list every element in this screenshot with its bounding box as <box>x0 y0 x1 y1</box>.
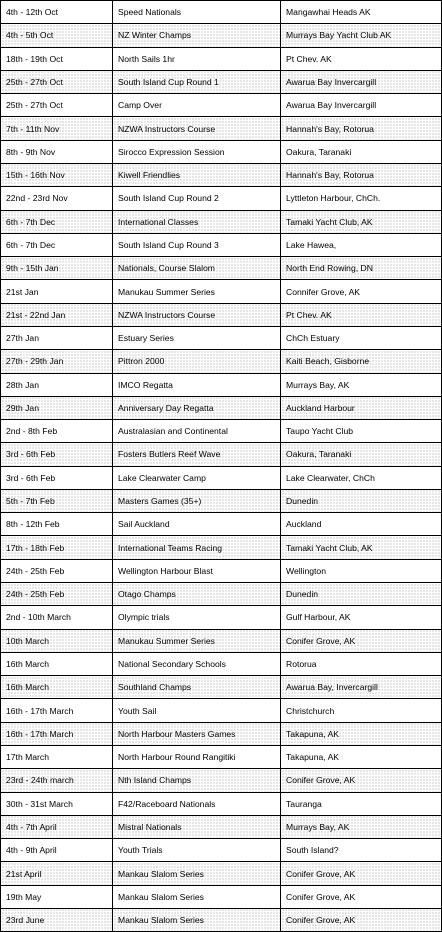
event-name-cell: Nth Island Champs <box>113 769 281 792</box>
event-date-cell: 22nd - 23rd Nov <box>1 187 113 210</box>
event-venue-cell: Conifer Grove, AK <box>281 629 442 652</box>
event-venue-cell: South Island? <box>281 839 442 862</box>
table-row <box>1 210 442 233</box>
event-venue-cell: Tamaki Yacht Club, AK <box>281 536 442 559</box>
event-venue-cell: Conifer Grove, AK <box>281 862 442 885</box>
event-name-cell: Youth Sail <box>113 699 281 722</box>
event-date-cell: 3rd - 6th Feb <box>1 466 113 489</box>
event-name-cell: Manukau Summer Series <box>113 629 281 652</box>
table-row <box>1 792 442 815</box>
table-row <box>1 396 442 419</box>
event-venue-cell: Dunedin <box>281 583 442 606</box>
event-venue-cell: Auckland Harbour <box>281 396 442 419</box>
event-date-cell: 28th Jan <box>1 373 113 396</box>
event-name-cell: Otago Champs <box>113 583 281 606</box>
event-venue-cell: Murrays Bay Yacht Club AK <box>281 24 442 47</box>
event-venue-cell: Wellington <box>281 559 442 582</box>
event-venue-cell: Lyttleton Harbour, ChCh. <box>281 187 442 210</box>
table-row <box>1 839 442 862</box>
table-row <box>1 326 442 349</box>
table-row <box>1 908 442 931</box>
table-row <box>1 583 442 606</box>
table-row <box>1 443 442 466</box>
table-row <box>1 559 442 582</box>
event-venue-cell: Auckland <box>281 513 442 536</box>
event-name-cell: Speed Nationals <box>113 1 281 24</box>
event-name-cell: Youth Trials <box>113 839 281 862</box>
event-date-cell: 5th - 7th Feb <box>1 489 113 512</box>
event-name-cell: North Harbour Masters Games <box>113 722 281 745</box>
event-date-cell: 17th March <box>1 746 113 769</box>
event-venue-cell: Conifer Grove, AK <box>281 769 442 792</box>
event-date-cell: 25th - 27th Oct <box>1 94 113 117</box>
event-name-cell: South Island Cup Round 3 <box>113 233 281 256</box>
event-venue-cell: Awarua Bay Invercargill <box>281 70 442 93</box>
event-name-cell: National Secondary Schools <box>113 652 281 675</box>
event-date-cell: 16th - 17th March <box>1 699 113 722</box>
event-name-cell: Estuary Series <box>113 326 281 349</box>
event-venue-cell: Murrays Bay, AK <box>281 373 442 396</box>
table-row <box>1 280 442 303</box>
event-date-cell: 15th - 16th Nov <box>1 163 113 186</box>
table-row <box>1 513 442 536</box>
table-row <box>1 699 442 722</box>
table-row <box>1 676 442 699</box>
table-row <box>1 862 442 885</box>
event-venue-cell: Rotorua <box>281 652 442 675</box>
event-name-cell: Masters Games (35+) <box>113 489 281 512</box>
event-venue-cell: Conifer Grove, AK <box>281 885 442 908</box>
event-venue-cell: Mangawhai Heads AK <box>281 1 442 24</box>
event-date-cell: 7th - 11th Nov <box>1 117 113 140</box>
event-date-cell: 2nd - 10th March <box>1 606 113 629</box>
event-name-cell: Mankau Slalom Series <box>113 908 281 931</box>
table-row <box>1 536 442 559</box>
event-date-cell: 27th Jan <box>1 326 113 349</box>
event-date-cell: 4th - 7th April <box>1 815 113 838</box>
table-row <box>1 187 442 210</box>
event-venue-cell: North End Rowing, DN <box>281 257 442 280</box>
table-row <box>1 746 442 769</box>
event-date-cell: 23rd - 24th march <box>1 769 113 792</box>
event-name-cell: Wellington Harbour Blast <box>113 559 281 582</box>
table-row <box>1 140 442 163</box>
table-row <box>1 652 442 675</box>
event-name-cell: NZWA Instructors Course <box>113 117 281 140</box>
event-date-cell: 24th - 25th Feb <box>1 583 113 606</box>
event-date-cell: 18th - 19th Oct <box>1 47 113 70</box>
table-row <box>1 420 442 443</box>
event-venue-cell: Lake Clearwater, ChCh <box>281 466 442 489</box>
event-date-cell: 23rd June <box>1 908 113 931</box>
event-venue-cell: Pt Chev. AK <box>281 303 442 326</box>
event-venue-cell: Pt Chev. AK <box>281 47 442 70</box>
event-venue-cell: Taupo Yacht Club <box>281 420 442 443</box>
event-name-cell: Sail Auckland <box>113 513 281 536</box>
event-date-cell: 24th - 25th Feb <box>1 559 113 582</box>
event-name-cell: IMCO Regatta <box>113 373 281 396</box>
table-row <box>1 1 442 24</box>
event-date-cell: 2nd - 8th Feb <box>1 420 113 443</box>
event-venue-cell: ChCh Estuary <box>281 326 442 349</box>
table-row <box>1 94 442 117</box>
table-row <box>1 117 442 140</box>
event-name-cell: Pittron 2000 <box>113 350 281 373</box>
event-name-cell: Lake Clearwater Camp <box>113 466 281 489</box>
table-row <box>1 233 442 256</box>
event-venue-cell: Takapuna, AK <box>281 722 442 745</box>
table-row <box>1 885 442 908</box>
table-row <box>1 629 442 652</box>
event-venue-cell: Conifer Grove, AK <box>281 908 442 931</box>
event-date-cell: 4th - 12th Oct <box>1 1 113 24</box>
event-venue-cell: Dunedin <box>281 489 442 512</box>
event-venue-cell: Kaiti Beach, Gisborne <box>281 350 442 373</box>
event-date-cell: 10th March <box>1 629 113 652</box>
event-name-cell: South Island Cup Round 2 <box>113 187 281 210</box>
event-venue-cell: Hannah's Bay, Rotorua <box>281 163 442 186</box>
event-name-cell: Camp Over <box>113 94 281 117</box>
event-date-cell: 6th - 7th Dec <box>1 233 113 256</box>
event-venue-cell: Awarua Bay, Invercargill <box>281 676 442 699</box>
event-date-cell: 21st April <box>1 862 113 885</box>
event-venue-cell: Oakura, Taranaki <box>281 443 442 466</box>
events-table-body <box>1 1 442 932</box>
event-date-cell: 16th March <box>1 652 113 675</box>
table-row <box>1 350 442 373</box>
event-name-cell: North Harbour Round Rangitiki <box>113 746 281 769</box>
event-name-cell: NZ Winter Champs <box>113 24 281 47</box>
event-venue-cell: Lake Hawea, <box>281 233 442 256</box>
table-row <box>1 815 442 838</box>
event-name-cell: Sirocco Expression Session <box>113 140 281 163</box>
event-venue-cell: Tauranga <box>281 792 442 815</box>
event-date-cell: 9th - 15th Jan <box>1 257 113 280</box>
event-name-cell: Mankau Slalom Series <box>113 862 281 885</box>
table-row <box>1 722 442 745</box>
event-date-cell: 21st Jan <box>1 280 113 303</box>
event-name-cell: Fosters Butlers Reef Wave <box>113 443 281 466</box>
table-row <box>1 163 442 186</box>
table-row <box>1 303 442 326</box>
event-date-cell: 4th - 9th April <box>1 839 113 862</box>
event-venue-cell: Oakura, Taranaki <box>281 140 442 163</box>
event-date-cell: 8th - 9th Nov <box>1 140 113 163</box>
event-venue-cell: Connifer Grove, AK <box>281 280 442 303</box>
table-row <box>1 466 442 489</box>
table-row <box>1 769 442 792</box>
event-name-cell: NZWA Instructors Course <box>113 303 281 326</box>
table-row <box>1 373 442 396</box>
event-date-cell: 21st - 22nd Jan <box>1 303 113 326</box>
event-venue-cell: Gulf Harbour, AK <box>281 606 442 629</box>
event-name-cell: South Island Cup Round 1 <box>113 70 281 93</box>
event-name-cell: Nationals, Course Slalom <box>113 257 281 280</box>
event-name-cell: International Teams Racing <box>113 536 281 559</box>
event-date-cell: 19th May <box>1 885 113 908</box>
event-date-cell: 27th - 29th Jan <box>1 350 113 373</box>
event-date-cell: 17th - 18th Feb <box>1 536 113 559</box>
event-name-cell: Mistral Nationals <box>113 815 281 838</box>
table-row <box>1 489 442 512</box>
event-name-cell: International Classes <box>113 210 281 233</box>
event-date-cell: 4th - 5th Oct <box>1 24 113 47</box>
table-row <box>1 606 442 629</box>
event-venue-cell: Tamaki Yacht Club, AK <box>281 210 442 233</box>
event-venue-cell: Murrays Bay, AK <box>281 815 442 838</box>
event-date-cell: 16th - 17th March <box>1 722 113 745</box>
table-row <box>1 70 442 93</box>
event-venue-cell: Awarua Bay Invercargill <box>281 94 442 117</box>
event-venue-cell: Takapuna, AK <box>281 746 442 769</box>
event-venue-cell: Christchurch <box>281 699 442 722</box>
event-name-cell: North Sails 1hr <box>113 47 281 70</box>
event-name-cell: Kiwell Friendlies <box>113 163 281 186</box>
event-venue-cell: Hannah's Bay, Rotorua <box>281 117 442 140</box>
table-row <box>1 257 442 280</box>
event-name-cell: Mankau Slalom Series <box>113 885 281 908</box>
event-date-cell: 30th - 31st March <box>1 792 113 815</box>
event-date-cell: 3rd - 6th Feb <box>1 443 113 466</box>
event-name-cell: Olympic trials <box>113 606 281 629</box>
event-date-cell: 8th - 12th Feb <box>1 513 113 536</box>
event-name-cell: Australasian and Continental <box>113 420 281 443</box>
event-date-cell: 25th - 27th Oct <box>1 70 113 93</box>
event-name-cell: Anniversary Day Regatta <box>113 396 281 419</box>
event-name-cell: Southland Champs <box>113 676 281 699</box>
event-name-cell: Manukau Summer Series <box>113 280 281 303</box>
event-name-cell: F42/Raceboard Nationals <box>113 792 281 815</box>
event-date-cell: 6th - 7th Dec <box>1 210 113 233</box>
table-row <box>1 24 442 47</box>
event-date-cell: 29th Jan <box>1 396 113 419</box>
event-date-cell: 16th March <box>1 676 113 699</box>
table-row <box>1 47 442 70</box>
